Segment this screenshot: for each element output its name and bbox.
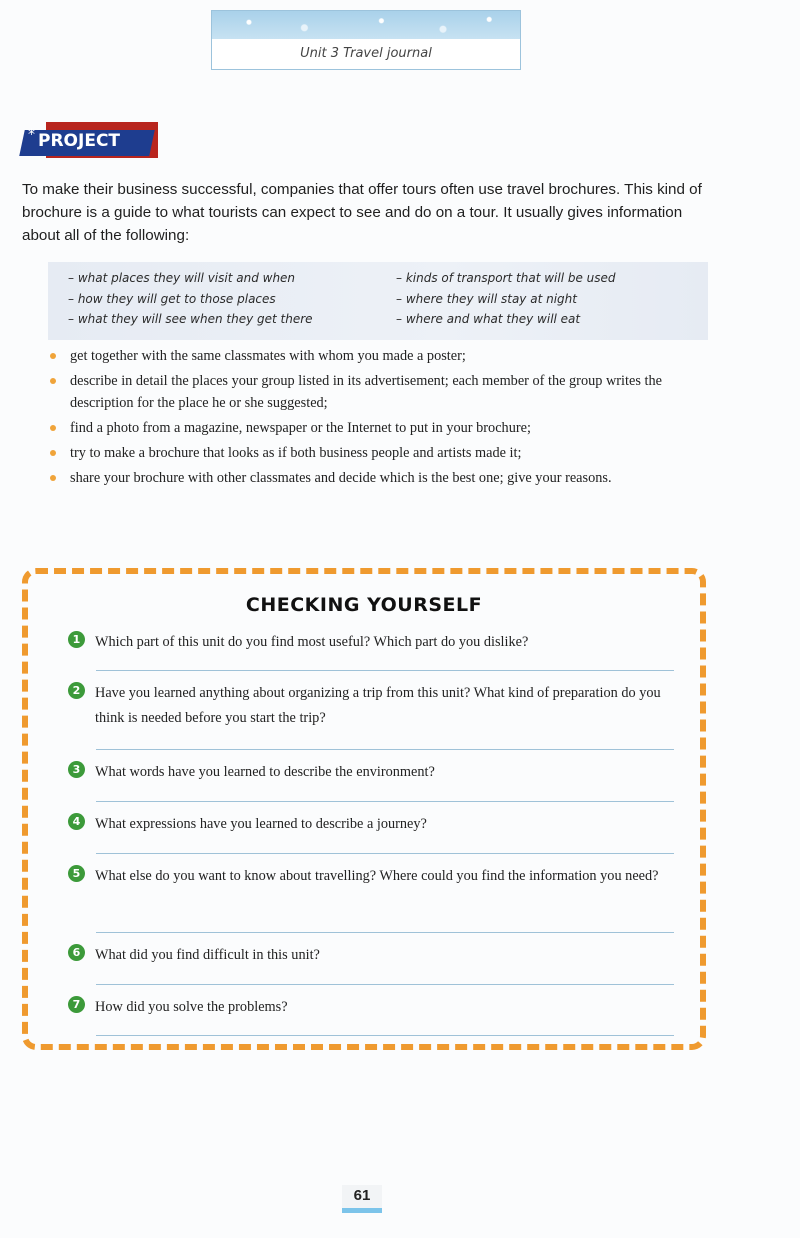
- list-item: [48, 442, 713, 465]
- list-item: [48, 345, 713, 368]
- question-text: How did you solve the problems?: [95, 999, 288, 1015]
- bullet-icon: [50, 475, 56, 481]
- answer-line[interactable]: [96, 984, 674, 985]
- step-text: try to make a brochure that looks as if both business people and artists made it;: [70, 445, 522, 462]
- info-item: – kinds of transport that will be used: [396, 271, 616, 285]
- checking-yourself-box: [22, 568, 706, 1050]
- question-number: 1: [68, 631, 85, 648]
- question-text: What words have you learned to describe the environment?: [95, 764, 435, 780]
- question-text: What did you find difficult in this unit?: [95, 947, 320, 963]
- brochure-info-box: [48, 262, 708, 340]
- answer-line[interactable]: [96, 932, 674, 933]
- answer-line[interactable]: [96, 853, 674, 854]
- project-steps: [48, 345, 713, 492]
- list-item: [48, 467, 713, 490]
- question-number: 5: [68, 865, 85, 882]
- badge-star-icon: *: [28, 127, 35, 143]
- answer-line[interactable]: [96, 1035, 674, 1036]
- question-text: Have you learned anything about organizing a trip from this unit? What kind of preparation do you think is needed before you start the trip?: [95, 685, 661, 726]
- info-item: – where they will stay at night: [396, 291, 577, 306]
- question-number: 4: [68, 813, 85, 830]
- unit-title: Unit 3 Travel journal: [300, 46, 432, 61]
- step-text: share your brochure with other classmates and decide which is the best one; give your reasons.: [70, 470, 612, 487]
- question-text: What expressions have you learned to describe a journey?: [95, 816, 427, 832]
- info-item: – where and what they will eat: [396, 312, 581, 326]
- unit-header: [211, 10, 521, 70]
- answer-line[interactable]: [96, 749, 674, 750]
- info-list-left: [68, 268, 313, 330]
- project-intro: To make their business successful, companies that offer tours often use travel brochures. This kind of brochure is a guide to what tourists can expect to see and do on a tour. It usually gives information about all of the following:: [22, 181, 702, 244]
- step-text: describe in detail the places your group listed in its advertisement; each member of the group writes the description for the place he or she suggested;: [70, 372, 662, 412]
- answer-line[interactable]: [96, 670, 674, 671]
- step-text: get together with the same classmates with whom you made a poster;: [70, 348, 466, 364]
- bullet-icon: [50, 378, 56, 384]
- info-item: – what they will see when they get there: [68, 312, 313, 326]
- checking-title: CHECKING YOURSELF: [245, 594, 483, 616]
- project-badge: [18, 122, 160, 160]
- question-number: 7: [68, 996, 85, 1013]
- page-number-bar: [342, 1208, 382, 1213]
- list-item: [48, 417, 713, 440]
- info-list-right: [396, 268, 616, 330]
- info-item: – what places they will visit and when: [68, 271, 296, 285]
- list-item: [48, 370, 713, 415]
- step-text: find a photo from a magazine, newspaper or the Internet to put in your brochure;: [70, 420, 531, 437]
- question-text: What else do you want to know about travelling? Where could you find the information you need?: [95, 868, 659, 884]
- project-label: PROJECT: [38, 131, 121, 151]
- page-number-text: 61: [353, 1187, 371, 1204]
- header-decorative-strip: [212, 11, 520, 39]
- question-text: Which part of this unit do you find most useful? Which part do you dislike?: [95, 634, 529, 650]
- bullet-icon: [50, 425, 56, 431]
- page-number: [342, 1185, 382, 1209]
- question-number: 3: [68, 761, 85, 778]
- bullet-icon: [50, 353, 56, 359]
- bullet-icon: [50, 450, 56, 456]
- question-number: 2: [68, 682, 85, 699]
- info-item: – how they will get to those places: [68, 291, 276, 306]
- question-number: 6: [68, 944, 85, 961]
- answer-line[interactable]: [96, 801, 674, 802]
